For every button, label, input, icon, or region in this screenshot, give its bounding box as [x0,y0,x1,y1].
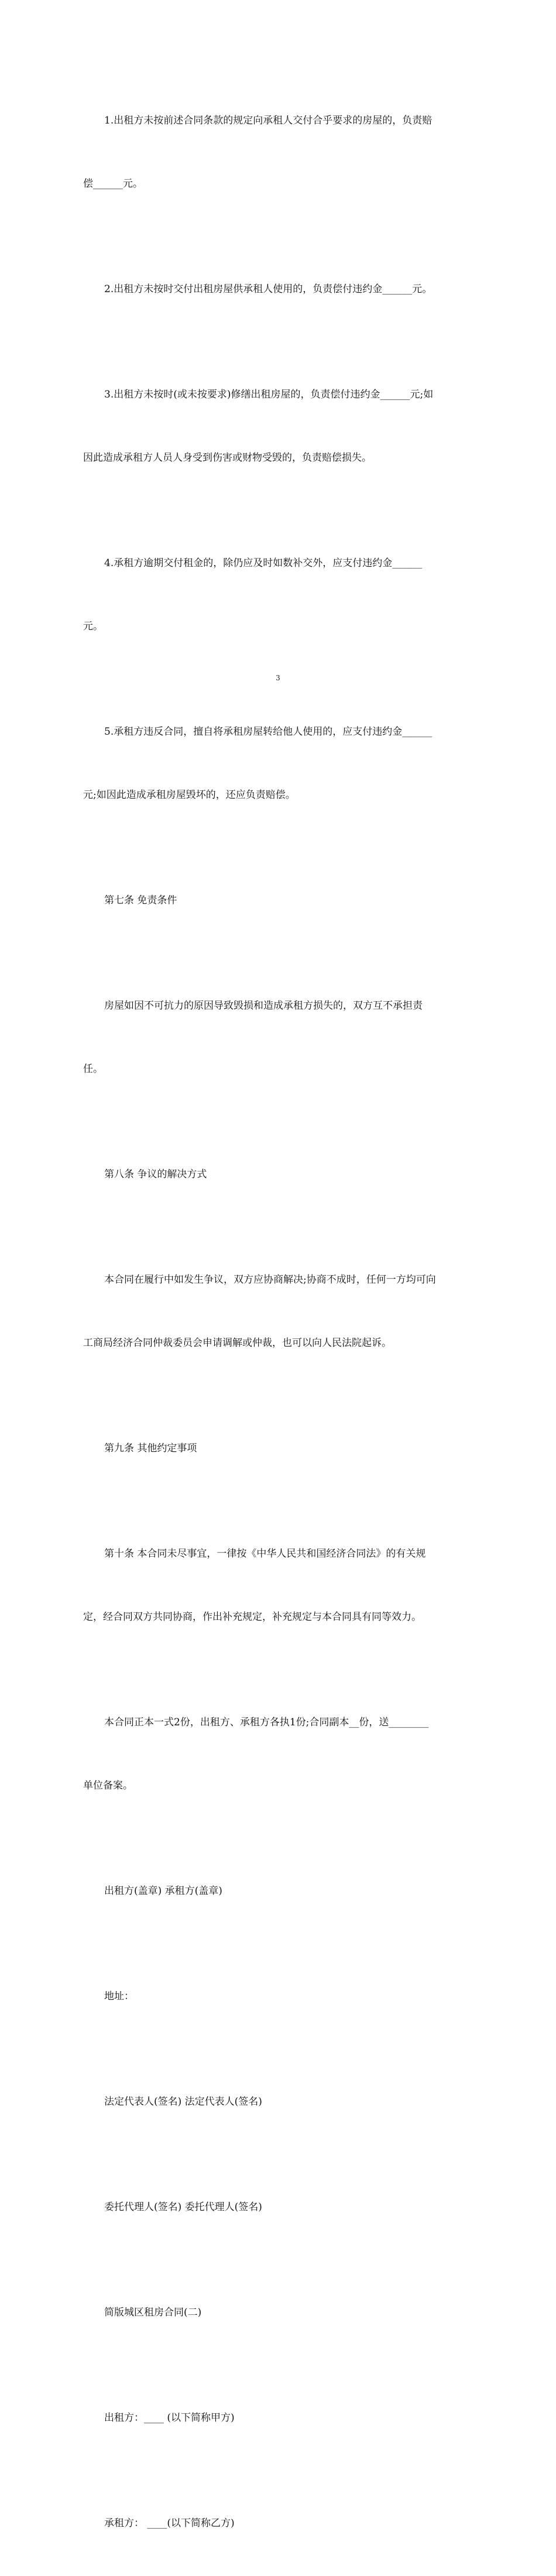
clause-penalty-3 [83,342,469,511]
seal-line [83,1838,469,1944]
clause-penalty-2 [83,237,469,342]
text-line: 元。 [83,621,103,632]
article-8-body [83,1227,469,1396]
text-line: 偿______元。 [83,178,143,190]
text-line: 本合同正本一式2份，出租方、承租方各执1份;合同副本__份，送________ [104,1717,429,1728]
text-line: 3.出租方未按时(或未按要求)修缮出租房屋的，负责偿付违约金______元;如 [104,389,434,400]
second-contract-title [83,2260,469,2365]
article-7-heading [83,848,469,953]
article-9-heading [83,1396,469,1501]
text-line: 5.承租方违反合同，擅自将承租房屋转给他人使用的，应支付违约金______ [104,726,433,738]
text-line: 元;如因此造成承租房屋毁坏的，还应负责赔偿。 [83,789,296,801]
article-8-heading [83,1122,469,1227]
text-line: 第七条 免责条件 [104,895,177,906]
text-line: 第八条 争议的解决方式 [104,1169,207,1180]
page-number: 3 [276,674,280,682]
text-line: 1.出租方未按前述合同条款的规定向承租人交付合乎要求的房屋的，负责赔 [104,115,433,126]
document-body [83,68,469,2576]
text-line: 单位备案。 [83,1780,133,1791]
article-7-body [83,953,469,1122]
legal-representative-line [83,2049,469,2154]
agent-line [83,2154,469,2260]
text-line: 地址： [104,1991,134,2002]
lessor-party-line [83,2365,469,2471]
article-10-body [83,1501,469,1670]
text-line: 定，经合同双方共同协商，作出补充规定，补充规定与本合同具有同等效力。 [83,1611,421,1623]
address-line [83,1944,469,2049]
clause-penalty-5 [83,679,469,848]
text-line: 工商局经济合同仲裁委员会申请调解或仲裁，也可以向人民法院起诉。 [83,1337,392,1349]
text-line: 第十条 本合同未尽事宜，一律按《中华人民共和国经济合同法》的有关规 [104,1548,426,1560]
text-line: 出租方：____ (以下简称甲方) [104,2412,235,2424]
text-line: 因此造成承租方人员人身受到伤害或财物受毁的，负责赔偿损失。 [83,452,372,464]
text-line: 简版城区租房合同(二) [104,2307,202,2318]
text-line: 承租方： ____(以下简称乙方) [104,2517,235,2529]
text-line: 本合同在履行中如发生争议，双方应协商解决;协商不成时，任何一方均可向 [104,1274,436,1286]
clause-penalty-1 [83,68,469,237]
clause-penalty-4 [83,511,469,679]
text-line: 任。 [83,1063,103,1075]
text-line: 出租方(盖章) 承租方(盖章) [104,1885,222,1897]
text-line: 4.承租方逾期交付租金的，除仍应及时如数补交外，应支付违约金______ [104,557,423,569]
copies-clause [83,1670,469,1838]
text-line: 2.出租方未按时交付出租房屋供承租人使用的，负责偿付违约金______元。 [104,283,433,295]
lessee-party-line [83,2471,469,2576]
text-line: 委托代理人(签名) 委托代理人(签名) [104,2201,262,2213]
text-line: 法定代表人(签名) 法定代表人(签名) [104,2096,262,2108]
text-line: 房屋如因不可抗力的原因导致毁损和造成承租方损失的，双方互不承担责 [104,1000,423,1012]
text-line: 第九条 其他约定事项 [104,1443,197,1454]
